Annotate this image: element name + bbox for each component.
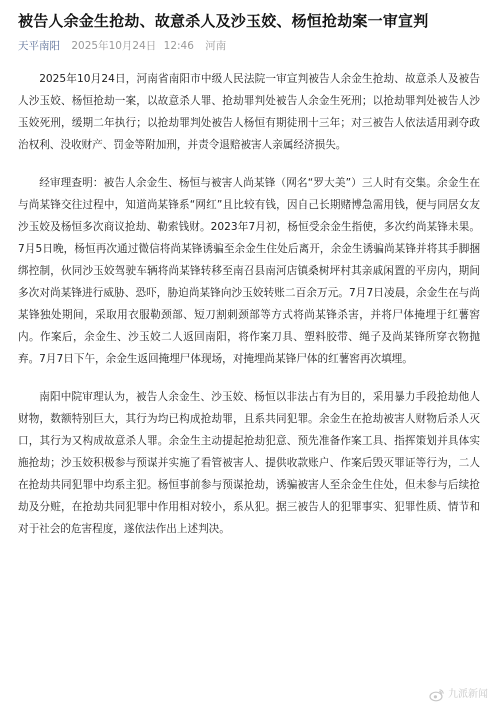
publish-date: 2025年10月24日 [71,40,157,52]
weibo-icon [429,688,445,702]
paragraph-court-opinion: 南阳中院审理认为，被告人余金生、沙玉姣、杨恒以非法占有为目的，采用暴力手段抢劫他人财物，数额特别巨大，其行为均已构成抢劫罪，且系共同犯罪。余金生在抢劫被害人财物后杀人灭口，其行为又构成故意杀人罪。余金生主动提起抢劫犯意、预先准备作案工具、指挥策划并具体实施抢劫；沙玉姣积极参与预谋并实施了看管被害人、提供收款账户、作案后毁灭罪证等行为，二人在抢劫共同犯罪中均系主犯。杨恒事前参与预谋抢劫，诱骗被害人至余金生住处，但未参与后续抢劫及分赃，在抢劫共同犯罪中作用相对较小，系从犯。据三被告人的犯罪事实、犯罪性质、情节和对于社会的危害程度，遂依法作出上述判决。 [18,391,480,535]
source-watermark [429,688,488,702]
article-title: 被告人余金生抢劫、故意杀人及沙玉姣、杨恒抢劫案一审宣判 [18,12,429,30]
publish-location: 河南 [205,40,227,52]
publish-time: 12:46 [163,40,194,52]
article-body [18,68,480,540]
paragraph-facts-found: 经审理查明：被告人余金生、杨恒与被害人尚某锋（网名“罗大美”）三人时有交集。余金生在与尚某锋交往过程中，知道尚某锋系“网红”且比较有钱，因自己长期赌博急需用钱，便与同居女友沙玉姣及杨恒多次商议抢劫、勒索钱财。2023年7月初，杨恒受余金生指使，多次约尚某锋未果。7月5日晚，杨恒再次通过微信将尚某锋诱骗至余金生住处后离开，余金生诱骗尚某锋并将其手脚捆绑控制，伙同沙玉姣驾驶车辆将尚某锋转移至南召县南河店镇桑树坪村其亲戚闲置的平房内，期间多次对尚某锋进行威胁、恐吓，胁迫尚某锋向沙玉姣转账二百余万元。7月7日凌晨，余金生在与尚某锋独处期间，采取用衣服勒颈部、短刀割刺颈部等方式将尚某锋杀害，并将尸体掩埋于红薯窖内。作案后，余金生、沙玉姣二人返回南阳，将作案刀具、塑料胶带、绳子及尚某锋所穿衣物抛弃。7月7日下午，余金生返回掩埋尸体现场，对掩埋尚某锋尸体的红薯窖再次填埋。 [18,177,480,365]
article-meta [18,38,480,54]
watermark-text: 九派新闻 [448,689,488,700]
paragraph-verdict-summary: 2025年10月24日，河南省南阳市中级人民法院一审宣判被告人余金生抢劫、故意杀人及被告人沙玉姣、杨恒抢劫一案，以故意杀人罪、抢劫罪判处被告人余金生死刑；以抢劫罪判处被告人沙玉姣死刑，缓期二年执行；以抢劫罪判处被告人杨恒有期徒刑十三年；对三被告人依法适用剥夺政治权利、没收财产、罚金等附加刑，并责令退赔被害人亲属经济损失。 [18,73,480,151]
account-name-link[interactable]: 天平南阳 [18,40,60,52]
